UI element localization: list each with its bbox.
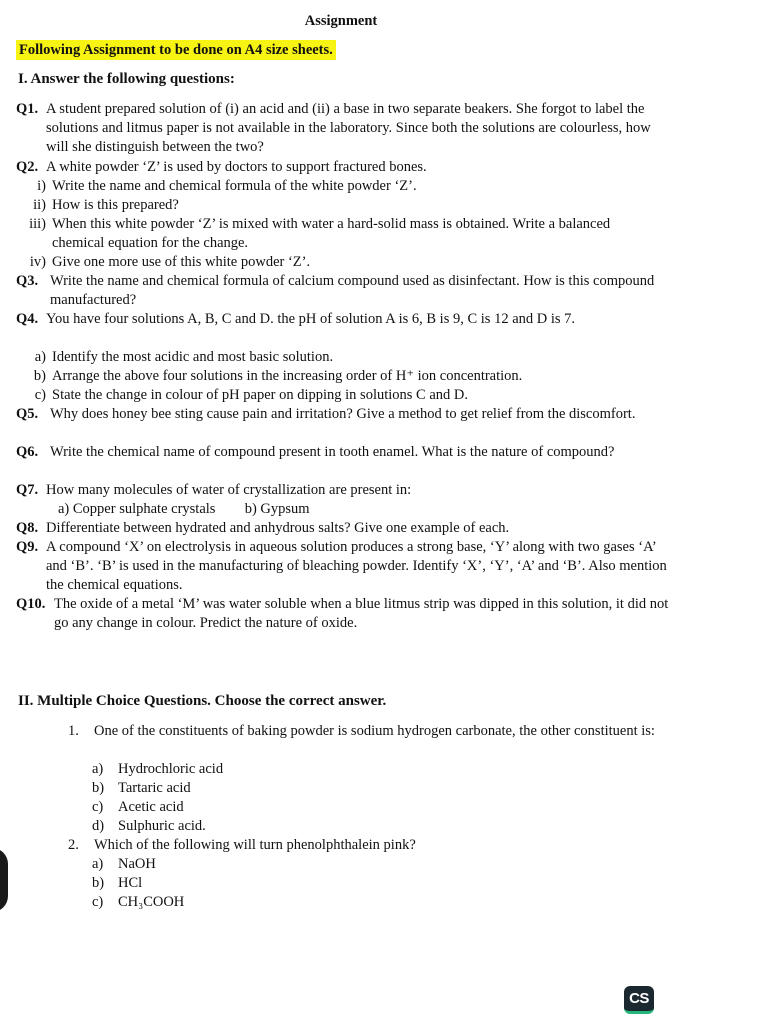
question-text: Why does honey bee sting cause pain and irritation? Give a method to get relief from the discomfort. (50, 406, 636, 422)
question-number: Q5. (16, 406, 39, 422)
sub-question: a) Copper sulphate crystals b) Gypsum (58, 501, 310, 517)
question-text: A student prepared solution of (i) an acid and (ii) a base in two separate beakers. She forgot to label the solutions and litmus paper is not available in the laboratory. Since both the solutions are colourless, how will she distinguish between the two? (46, 101, 651, 155)
question-text: The oxide of a metal ‘M’ was water soluble when a blue litmus strip was dipped in this solution, it did not go any change in colour. Predict the nature of oxide. (54, 596, 669, 631)
question-text: Write the chemical name of compound present in tooth enamel. What is the nature of compound? (50, 444, 615, 460)
question-text: You have four solutions A, B, C and D. the pH of solution A is 6, B is 9, C is 12 and D is 7. (46, 311, 576, 327)
question-text: Write the name and chemical formula of calcium compound used as disinfectant. How is this compound manufactured? (50, 273, 655, 308)
sub-question: iv) Give one more use of this white powder ‘Z’. (29, 254, 311, 270)
highlighted-instruction: Following Assignment to be done on A4 size sheets. (16, 40, 336, 60)
question-1 (16, 100, 676, 157)
question-number: Q3. (16, 273, 39, 289)
question-5 (16, 405, 676, 424)
question-number: 1. (68, 723, 79, 739)
page-edge-shadow (0, 848, 8, 912)
question-number: Q1. (16, 101, 39, 117)
question-text: How many molecules of water of crystallization are present in: (46, 482, 412, 498)
question-text: A compound ‘X’ on electrolysis in aqueous solution produces a strong base, ‘Y’ along with two gases ‘A’ and ‘B’. ‘B’ is used in the manufacturing of bleaching powder. Identify ‘X’, ‘Y’, ‘A’ and ‘B’. Also mention the chemical equations. (46, 539, 667, 593)
question-7 (16, 481, 676, 500)
question-text: A white powder ‘Z’ is used by doctors to support fractured bones. (46, 159, 427, 175)
question-number: Q2. (16, 159, 39, 175)
sub-question: a) Identify the most acidic and most basic solution. (34, 349, 334, 365)
sub-question: iii) When this white powder ‘Z’ is mixed with water a hard-solid mass is obtained. Write a balanced chemical equation for the change. (29, 216, 611, 251)
question-9 (16, 538, 676, 595)
question-number: Q8. (16, 520, 39, 536)
question-10 (16, 595, 676, 633)
question-number: Q6. (16, 444, 39, 460)
sub-question: b) Arrange the above four solutions in the increasing order of H⁺ ion concentration. (33, 368, 523, 384)
mcq-option[interactable]: a) NaOH (92, 856, 156, 872)
mcq-option[interactable]: b) HCl (92, 875, 143, 891)
mcq-option[interactable]: a) Hydrochloric acid (92, 761, 224, 777)
question-number: Q7. (16, 482, 39, 498)
mcq-option[interactable]: c) Acetic acid (92, 799, 184, 815)
question-4 (16, 310, 676, 329)
question-8 (16, 519, 676, 538)
question-number: Q4. (16, 311, 39, 327)
mcq-option[interactable]: c) CH₃COOH (92, 894, 185, 910)
question-number: Q9. (16, 539, 39, 555)
question-number: 2. (68, 837, 79, 853)
mcq-option[interactable]: d) Sulphuric acid. (92, 818, 206, 834)
camscanner-logo-icon: CS (624, 986, 654, 1014)
sub-question: ii) How is this prepared? (33, 197, 179, 213)
question-text: Differentiate between hydrated and anhydrous salts? Give one example of each. (46, 520, 510, 536)
sub-question: c) State the change in colour of pH paper on dipping in solutions C and D. (34, 387, 468, 403)
mcq-option[interactable]: b) Tartaric acid (92, 780, 191, 796)
sub-question: i) Write the name and chemical formula of the white powder ‘Z’. (37, 178, 417, 194)
question-text: Which of the following will turn phenolphthalein pink? (94, 837, 416, 853)
question-3 (16, 272, 676, 310)
mcq-question-2 (68, 836, 668, 855)
section-2-heading: II. Multiple Choice Questions. Choose the correct answer. (18, 693, 387, 709)
question-number: Q10. (16, 596, 46, 612)
page-title: Assignment (304, 13, 378, 29)
mcq-question-1 (68, 722, 668, 741)
section-1-heading: I. Answer the following questions: (18, 71, 235, 87)
question-6 (16, 443, 676, 462)
question-2 (16, 158, 676, 177)
question-text: One of the constituents of baking powder is sodium hydrogen carbonate, the other constituent is: (94, 723, 655, 739)
